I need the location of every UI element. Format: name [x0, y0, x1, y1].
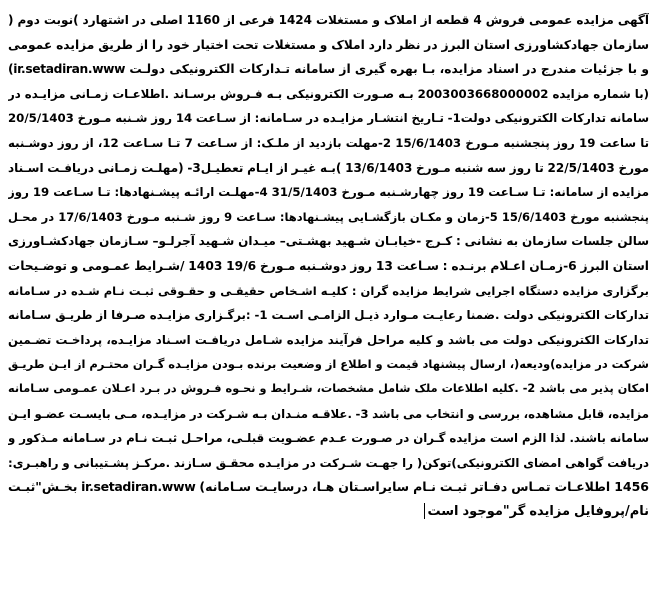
text-cursor-mark — [424, 503, 425, 519]
notice-line: سازمان جهادکشاورزی استان البرز در نظر دارد املاک و مستغلات تحت اختیار خود را از طریق مزایده عمومی — [8, 37, 649, 52]
notice-line: استان البرز 6-زمـان اعـلام برنـده : سـاعت 13 روز دوشـنبه مـورخ 19/6 1403 /شـرایط عمـومی و توضـیحات — [8, 258, 649, 273]
notice-line: شرکت در مزایده)ودیعه(، ارسال پیشنهاد قیمت و اطلاع از وضعیت برنده بـودن مزایـده گـران محتـرم از ایـن طریـق — [8, 357, 649, 372]
notice-line: تدارکات الکترونیکی دولت .ضمنا رعایـت مـوارد ذیـل الزامـی اسـت 1- :برگـزاری مزایـده صـرفا از طریـق سـامانه — [8, 308, 649, 323]
notice-line: و با جزئیات مندرج در اسناد مزایده، بـا بهره گیری از سامانه تـدارکات الکترونیکی دولـت ir.setadiran.www) — [8, 62, 649, 77]
notice-line: دریافت گواهی امضای الکترونیکی)توکن( را جهـت شـرکت در مزایـده محقـق سـازند .مرکـز پشـتیبانی و راهبـری: — [8, 455, 649, 470]
notice-line: 1456 اطلاعـات تمـاس دفـاتر ثبـت نـام سایراسـتان هـا، درسایـت سـامانه) ir.setadiran.www بخـش"ثبـت — [8, 479, 649, 495]
notice-line: تدارکات الکترونیکی دولت می باشد و کلیه مراحل فرآیند مزایده شـامل دریافـت اسـناد مزایـده، پرداخـت تضـمین — [8, 332, 649, 347]
notice-title-line: آگهی مزایده عمومی فروش 4 قطعه از املاک و مستغلات 1424 فرعی از 1160 اصلی در اشتهارد )نوبت دوم ( — [8, 13, 649, 27]
notice-line: (با شماره مزایده 2003003668000002 بـه صـورت الکترونیکی بـه فـروش برسـاند .اطلاعـات زمـانی مزایـده در — [8, 86, 649, 101]
notice-line: پنجشنبه مورخ 15/6/1403 5-زمان و مکـان بازگشـایی پیشـنهادها: سـاعت 9 روز شـنبه مـورخ 17/6/1403 در محـل — [8, 209, 649, 224]
notice-line: سامانه تدارکات الکترونیکی دولت1- تـاریخ انتشـار مزایـده در سـامانه: از سـاعت 14 روز شـنبه مـورخ 20/5/1403 — [8, 111, 649, 126]
notice-line: امکان پذیر می باشد 2- .کلیه اطلاعات ملک شامل مشخصات، شـرایط و نحـوه فـروش در بـرد اعـلان عمـومی سـامانه — [8, 381, 649, 395]
notice-line: سالن جلسات سازمان به نشانی : کـرج -خیابـان شـهید بهشـتی– میـدان شـهید آجرلـو– سـازمان جهادکشـاورزی — [8, 234, 649, 249]
auction-notice — [8, 8, 649, 598]
notice-line: سامانه باشند. لذا الزم است مزایده گـران در صـورت عـدم عضـویت قبلـی، مراحـل ثبـت نـام در سـامانه مـذکور و — [8, 431, 649, 446]
notice-line: مزایده از سامانه: تـا سـاعت 19 روز چهارشـنبه مـورخ 31/5/1403 4-مهلـت ارائـه پیشـنهادها: تـا سـاعت 19 روز — [8, 185, 649, 200]
notice-line: تا ساعت 19 روز پنجشنبه مـورخ 15/6/1403 2-مهلت بازدید از ملـک: از سـاعت 7 تـا سـاعت 12، از روز دوشـنبه — [8, 135, 649, 150]
notice-last-line — [8, 500, 649, 525]
notice-last-text: نام/پروفایل مزایده گر"موجود است — [427, 503, 649, 519]
notice-line: مزایده، قابل مشاهده، بررسی و انتخاب می باشد 3- .علاقـه منـدان بـه شـرکت در مزایـده، مـی بایسـت عضـو ایـن — [8, 406, 649, 421]
notice-line: مورخ 22/5/1403 تا روز سه شنبه مـورخ 13/6/1403 )بـه غیـر از ایـام تعطیـل3- (مهلـت زمـانی دریافـت اسـناد — [8, 160, 649, 175]
notice-line: برگزاری مزایده دستگاه اجرایی شرایط مزایده گران : کلیـه اشـخاص حقیقـی و حقـوقی ثبـت نـام شـده در سـامانه — [8, 283, 649, 298]
